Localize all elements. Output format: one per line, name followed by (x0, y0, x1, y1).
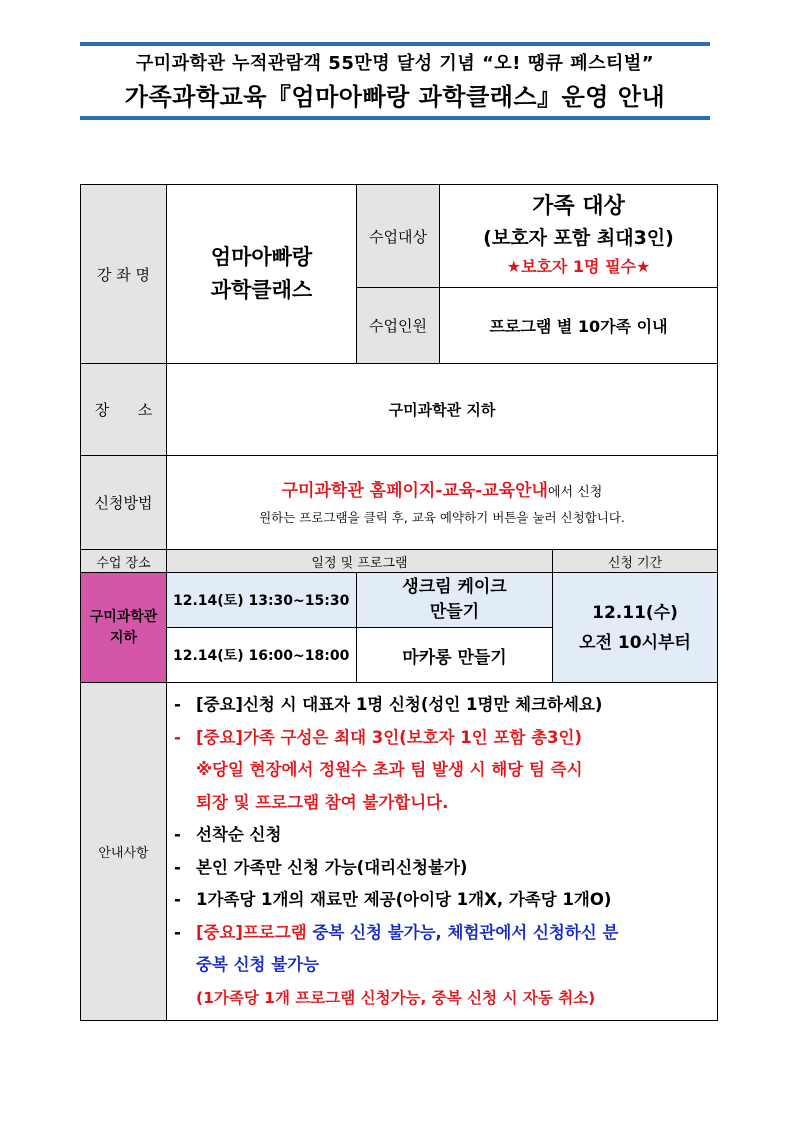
apply-instruction: 원하는 프로그램을 클릭 후, 교육 예약하기 버튼을 눌러 신청합니다. (259, 509, 625, 525)
program-1-line1: 생크림 케이크 (402, 577, 507, 597)
note-text-blue: 중복 신청 불가능, 체험관에서 신청하신 분 (312, 922, 619, 942)
capacity-label: 수업인원 (357, 288, 440, 364)
schedule-program-2: 마카롱 만들기 (357, 628, 553, 683)
bullet-dash: - (174, 825, 181, 844)
period-line1: 12.11(수) (592, 602, 678, 623)
note-text-red: [중요]프로그램 (196, 922, 313, 942)
note-text: [중요]신청 시 대표자 1명 신청(성인 1명만 체크하세요) (196, 695, 603, 714)
schedule-period (553, 573, 718, 683)
target-label: 수업대상 (357, 185, 440, 288)
course-name-line1: 엄마아빠랑 (210, 245, 313, 269)
col-place-header: 수업 장소 (81, 550, 167, 573)
schedule-program-1 (357, 573, 553, 628)
apply-path: 구미과학관 홈페이지-교육-교육안내 (281, 480, 548, 501)
target-line2: (보호자 포함 최대3인) (483, 227, 674, 249)
note-text: 본인 가족만 신청 가능(대리신청불가) (196, 857, 468, 877)
target-line1: 가족 대상 (532, 194, 625, 219)
bullet-dash: - (174, 727, 181, 747)
document-header (80, 42, 710, 120)
note-item (174, 852, 709, 885)
header-subtitle: 구미과학관 누적관람객 55만명 달성 기념 “오! 땡큐 페스티벌” (135, 53, 655, 74)
note-continuation: ※당일 현장에서 정원수 초과 팀 발생 시 해당 팀 즉시 (196, 760, 583, 779)
notes-label: 안내사항 (81, 683, 167, 1021)
location-value: 구미과학관 지하 (167, 364, 718, 456)
bullet-dash: - (174, 695, 181, 714)
note-item (174, 819, 709, 852)
apply-value (167, 456, 718, 550)
schedule-time-1: 12.14(토) 13:30~15:30 (167, 573, 357, 628)
note-text: 선착순 신청 (196, 825, 282, 844)
bullet-dash: - (174, 890, 181, 909)
header-top-bar (80, 42, 710, 46)
note-continuation: 중복 신청 불가능 (196, 955, 320, 974)
course-name (167, 185, 357, 364)
note-item (174, 689, 709, 722)
course-label: 강 좌 명 (81, 185, 167, 364)
program-1-line2: 만들기 (429, 602, 480, 622)
bullet-dash: - (174, 922, 181, 942)
col-period-header: 신청 기간 (553, 550, 718, 573)
target-value (440, 185, 718, 288)
target-note: ★보호자 1명 필수★ (506, 257, 651, 276)
col-program-header: 일정 및 프로그램 (167, 550, 553, 573)
note-text: [중요]가족 구성은 최대 3인(보호자 1인 포함 총3인) (196, 727, 582, 747)
note-item (174, 884, 709, 917)
note-continuation: (1가족당 1개 프로그램 신청가능, 중복 신청 시 자동 취소) (196, 988, 596, 1007)
capacity-value: 프로그램 별 10가족 이내 (440, 288, 718, 364)
apply-label: 신청방법 (81, 456, 167, 550)
header-title: 가족과학교육『엄마아빠랑 과학클래스』운영 안내 (124, 83, 666, 111)
note-text: 1가족당 1개의 재료만 제공(아이당 1개X, 가족당 1개O) (196, 890, 612, 909)
note-item (174, 722, 709, 755)
info-table (80, 184, 718, 1021)
schedule-place-line1: 구미과학관 (89, 608, 158, 625)
header-bottom-bar (80, 116, 710, 120)
location-label: 장 소 (81, 364, 167, 456)
notes-list (167, 683, 717, 1020)
note-continuation: 퇴장 및 프로그램 참여 불가합니다. (196, 792, 449, 812)
schedule-time-2: 12.14(토) 16:00~18:00 (167, 628, 357, 683)
note-item (174, 917, 709, 950)
course-name-line2: 과학클래스 (210, 278, 313, 302)
bullet-dash: - (174, 857, 181, 877)
period-line2: 오전 10시부터 (579, 632, 691, 653)
schedule-place-line2: 지하 (109, 629, 138, 646)
apply-path-suffix: 에서 신청 (547, 484, 603, 500)
schedule-place (81, 573, 167, 683)
notes-content (167, 683, 718, 1021)
